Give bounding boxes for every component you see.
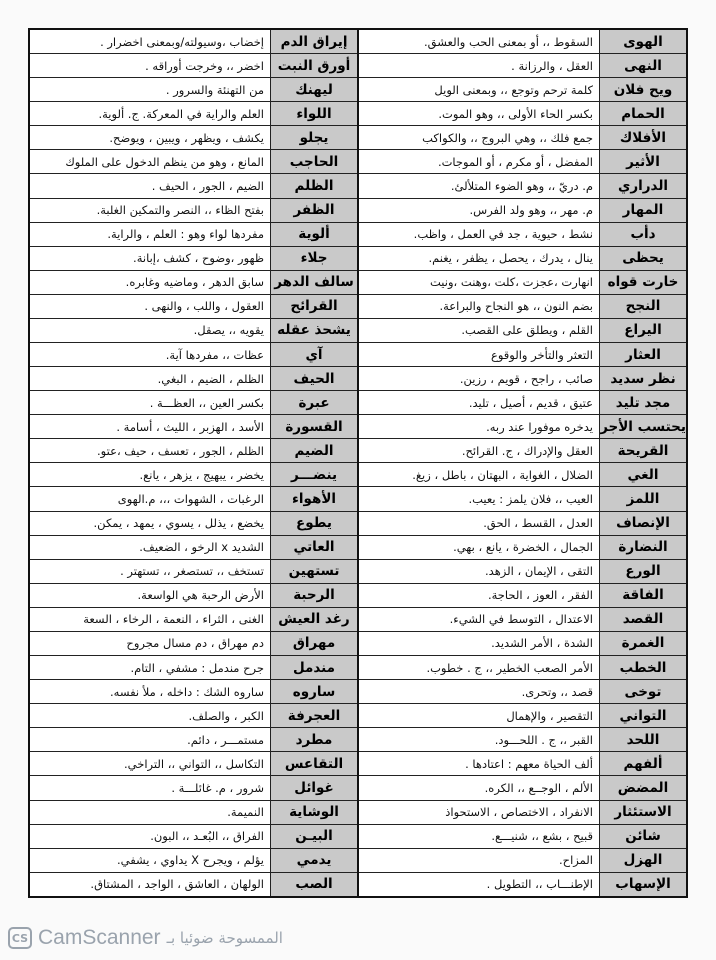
vocab-word: الأثير (599, 150, 686, 173)
vocab-word: يجلو (270, 126, 357, 149)
vocab-word: سالف الدهر (270, 271, 357, 294)
vocab-meaning: المزاح. (559, 853, 593, 868)
vocab-word: عبرة (270, 391, 357, 414)
table-row (30, 271, 357, 295)
vocab-meaning: شرور ، م. غائلـــة . (171, 780, 264, 795)
table-row (359, 849, 686, 873)
vocab-meaning: م. دريّ ،، وهو الضوء المتلألئ. (450, 179, 593, 193)
vocab-meaning: مفردها لواء وهو : العلم ، والراية. (107, 227, 264, 242)
table-row (30, 223, 357, 247)
vocab-word: القرائح (270, 295, 357, 318)
vocab-meaning: ألف الحياة معهم : اعتادها . (465, 756, 593, 771)
vocab-meaning: الكبر ، والصلف. (188, 708, 264, 723)
vocab-meaning: بكسر العين ،، العظـــة . (149, 395, 264, 410)
table-row (30, 680, 357, 704)
vocab-meaning: تستخف ،، تستصغر ،، تستهتر . (120, 564, 264, 579)
vocab-meaning: المفضل ، أو مكرم ، أو الموجات. (437, 154, 593, 169)
table-row (30, 367, 357, 391)
vocab-word: اللواء (270, 102, 357, 125)
table-row (359, 728, 686, 752)
vocab-meaning: الانفراد ، الاختصاص ، الاستحواذ (445, 805, 593, 820)
table-row (30, 776, 357, 800)
vocab-word: العثار (599, 343, 686, 366)
table-row (30, 608, 357, 632)
vocab-meaning: الشدة ، الأمر الشديد. (491, 636, 593, 651)
table-row (359, 632, 686, 656)
table-row (30, 295, 357, 319)
vocab-word: العاتي (270, 536, 357, 559)
vocab-word: ألفهم (599, 752, 686, 775)
vocab-meaning: الظلم ، الضيم ، البغي. (157, 371, 264, 386)
vocab-word: الضيم (270, 439, 357, 462)
vocab-word: يحظى (599, 247, 686, 270)
vocab-word: الخطب (599, 656, 686, 679)
vocab-meaning: من التهنئة والسرور . (165, 82, 264, 97)
vocab-meaning: يخضع ، يذلل ، يسوي ، يمهد ، يمكن. (93, 516, 264, 531)
vocab-meaning: يؤلم ، ويجرح X يداوي ، يشفي. (116, 853, 264, 868)
table-row (30, 632, 357, 656)
vocab-word: آي (270, 343, 357, 366)
vocab-word: اليراع (599, 319, 686, 342)
vocab-word: الاستئثار (599, 801, 686, 824)
table-row (359, 319, 686, 343)
table-row (359, 560, 686, 584)
vocab-word: البيـن (270, 825, 357, 848)
table-row (359, 536, 686, 560)
vocab-meaning: بفتح الظاء ،، النصر والتمكين الغلبة. (96, 203, 264, 218)
vocab-meaning: يدخره موفورا عند ربه. (486, 419, 593, 434)
vocab-meaning: الغنى ، الثراء ، النعمة ، الرخاء ، السعة (83, 612, 264, 627)
table-row (30, 512, 357, 536)
table-row (359, 415, 686, 439)
vocab-meaning: الأرض الرحبة هي الواسعة. (137, 588, 264, 603)
vocab-meaning: القبر ،، ج . اللحـــود. (494, 732, 593, 747)
table-row (30, 343, 357, 367)
vocab-word: الحمام (599, 102, 686, 125)
table-row (359, 752, 686, 776)
table-row (359, 343, 686, 367)
table-row (30, 439, 357, 463)
vocab-word: الإسهاب (599, 873, 686, 896)
vocab-meaning: اخضر ،، وخرجت أوراقه . (145, 58, 264, 73)
table-row (30, 825, 357, 849)
vocabulary-table (28, 28, 688, 898)
table-row (30, 391, 357, 415)
vocab-meaning: نشط ، حيوية ، جد في العمل ، واظب. (413, 227, 593, 242)
vocab-word: الوشاية (270, 801, 357, 824)
vocab-word: التقاعس (270, 752, 357, 775)
table-row (359, 102, 686, 126)
vocab-word: الهزل (599, 849, 686, 872)
vocab-word: الغمرة (599, 632, 686, 655)
camscanner-brand: CamScanner (38, 926, 161, 949)
vocab-meaning: دم مهراق ، دم مسال مجروح (126, 636, 264, 651)
vocab-word: مهراق (270, 632, 357, 655)
table-row (30, 102, 357, 126)
vocab-meaning: بضم النون ،، هو النجاح والبراعة. (439, 299, 593, 314)
vocab-word: اللمز (599, 487, 686, 510)
vocab-word: الظلم (270, 174, 357, 197)
vocab-meaning: الظلم ، الجور ، تعسف ، حيف ،عتو. (97, 443, 264, 458)
scanned-with-label: الممسوحة ضوئيا بـ (166, 929, 283, 947)
vocab-word: جلاء (270, 247, 357, 270)
vocab-meaning: الأسد ، الهزبر ، الليث ، أسامة . (116, 419, 264, 434)
vocab-meaning: يكشف ، ويظهر ، ويبين ، ويوضح. (109, 130, 264, 145)
vocab-meaning: العقل ، والرزانة . (511, 58, 593, 73)
right-column (359, 30, 686, 896)
table-row (30, 849, 357, 873)
vocab-meaning: التقصير ، والإهمال (506, 708, 593, 723)
vocab-word: الفاقة (599, 584, 686, 607)
vocab-word: ألوية (270, 223, 357, 246)
vocab-word: الصب (270, 873, 357, 896)
vocab-meaning: بكسر الحاء الأولى ،، وهو الموت. (438, 106, 593, 121)
vocab-word: يشحذ عقله (270, 319, 357, 342)
vocab-meaning: الرغبات ، الشهوات ،،، م.الهوى (117, 492, 264, 507)
vocab-meaning: العلم والراية في المعركة. ج. ألوية. (98, 106, 264, 121)
table-row (30, 536, 357, 560)
vocab-word: العجرفة (270, 704, 357, 727)
table-row (30, 247, 357, 271)
vocab-word: غوائل (270, 776, 357, 799)
table-row (30, 78, 357, 102)
vocab-word: المضض (599, 776, 686, 799)
vocab-meaning: التعثر والتأخر والوقوع (490, 347, 593, 362)
vocab-word: الورع (599, 560, 686, 583)
table-row (359, 174, 686, 198)
vocab-meaning: الفراق ،، البُعـد ،، البون. (150, 829, 264, 844)
table-row (30, 463, 357, 487)
table-row (359, 199, 686, 223)
table-row (359, 776, 686, 800)
table-row (359, 825, 686, 849)
vocab-word: إيراق الدم (270, 30, 357, 53)
table-row (359, 223, 686, 247)
vocab-word: القريحة (599, 439, 686, 462)
vocab-word: الأهواء (270, 487, 357, 510)
table-row (30, 174, 357, 198)
table-row (359, 680, 686, 704)
vocab-meaning: العدل ، القسط ، الحق. (483, 516, 593, 531)
vocab-word: الحاجب (270, 150, 357, 173)
vocab-meaning: ينال ، يدرك ، يحصل ، يظفر ، يغنم. (428, 251, 593, 266)
vocab-meaning: م. مهر ،، وهو ولد الفرس. (469, 203, 593, 218)
table-row (30, 584, 357, 608)
vocab-meaning: سابق الدهر ، وماضيه وغابره. (125, 275, 264, 290)
vocab-word: ساروه (270, 680, 357, 703)
vocab-word: المهار (599, 199, 686, 222)
vocab-meaning: جمع فلك ،، وهي البروج ،، والكواكب (422, 130, 593, 145)
vocab-meaning: الاعتدال ، التوسط في الشيء. (449, 612, 593, 627)
table-row (359, 801, 686, 825)
table-row (30, 560, 357, 584)
vocab-meaning: القلم ، ويطلق على القصب. (461, 323, 593, 338)
table-row (359, 54, 686, 78)
vocab-word: مطرد (270, 728, 357, 751)
vocab-meaning: يقويه ،، يصقل. (193, 323, 264, 338)
vocab-meaning: ظهور ،وضوح ، كشف ،إبانة. (133, 251, 264, 266)
vocab-meaning: الألم ، الوجــع ،، الكره. (484, 780, 593, 795)
vocab-word: يطوع (270, 512, 357, 535)
table-row (30, 487, 357, 511)
vocab-meaning: الإطنـــاب ،، التطويل . (486, 877, 593, 892)
vocab-meaning: انهارت ،عجزت ،كلت ،وهنت ،ونيت (430, 275, 593, 290)
vocab-meaning: التكاسل ،، التواني ،، التراخي. (124, 756, 264, 771)
table-row (30, 873, 357, 896)
vocab-meaning: الضيم ، الجور ، الحيف . (151, 179, 264, 193)
vocab-meaning: التقى ، الإيمان ، الزهد. (485, 564, 593, 579)
table-row (30, 728, 357, 752)
table-row (359, 295, 686, 319)
vocab-meaning: يخضر ، يبهيج ، يزهر ، يانع. (139, 467, 264, 482)
vocab-meaning: النميمة. (227, 805, 264, 820)
vocab-word: ينضـــر (270, 463, 357, 486)
table-row (30, 319, 357, 343)
vocab-word: الدراري (599, 174, 686, 197)
table-row (30, 126, 357, 150)
vocab-word: رغد العيش (270, 608, 357, 631)
vocab-meaning: الولهان ، العاشق ، الواجد ، المشتاق. (90, 877, 264, 892)
vocab-meaning: قبيح ، بشع ،، شنيـــع. (491, 829, 593, 844)
table-row (359, 656, 686, 680)
vocab-word: دأب (599, 223, 686, 246)
table-row (359, 584, 686, 608)
table-row (359, 367, 686, 391)
vocab-meaning: مستمـــر ، دائم. (187, 732, 264, 747)
vocab-meaning: كلمة ترحم وتوجع ،، وبمعنى الويل (434, 82, 593, 97)
table-row (30, 656, 357, 680)
vocab-word: الحيف (270, 367, 357, 390)
scanner-watermark (8, 922, 348, 954)
vocab-meaning: صائب ، راجح ، قويم ، رزين. (459, 371, 593, 386)
table-row (359, 391, 686, 415)
table-row (30, 199, 357, 223)
table-row (359, 439, 686, 463)
vocab-word: القصد (599, 608, 686, 631)
vocab-meaning: إخضاب ،وسيولته/وبمعنى اخضرار . (100, 34, 264, 49)
table-row (359, 463, 686, 487)
vocab-meaning: الأمر الصعب الخطير ،، ج . خطوب. (426, 660, 593, 675)
table-row (359, 704, 686, 728)
table-row (30, 415, 357, 439)
table-row (359, 150, 686, 174)
table-row (359, 247, 686, 271)
table-row (30, 752, 357, 776)
vocab-word: يحتسب الأجر (599, 415, 686, 438)
table-row (30, 801, 357, 825)
vocab-word: التواني (599, 704, 686, 727)
vocab-word: اللحد (599, 728, 686, 751)
vocab-meaning: الضلال ، الغواية ، البهتان ، باطل ، زيغ. (412, 467, 593, 482)
vocab-meaning: العقول ، واللب ، والنهى . (144, 299, 264, 314)
vocab-word: القسورة (270, 415, 357, 438)
vocab-meaning: العقل والإدراك ، ج. القرائح. (461, 443, 593, 458)
vocab-word: الرحبة (270, 584, 357, 607)
table-row (359, 608, 686, 632)
vocab-meaning: المانع ، وهو من ينظم الدخول على الملوك (65, 154, 264, 169)
table-row (30, 54, 357, 78)
table-row (359, 487, 686, 511)
table-row (30, 30, 357, 54)
vocab-meaning: جرح مندمل : مشفي ، التام. (130, 660, 264, 675)
table-row (30, 150, 357, 174)
vocab-word: مندمل (270, 656, 357, 679)
vocab-meaning: عظات ،، مفردها آية. (165, 347, 264, 362)
table-row (359, 30, 686, 54)
table-row (359, 271, 686, 295)
vocab-word: شائن (599, 825, 686, 848)
table-row (359, 512, 686, 536)
table-row (359, 873, 686, 896)
vocab-word: الغي (599, 463, 686, 486)
table-row (30, 704, 357, 728)
table-row (359, 126, 686, 150)
vocab-word: الإنصاف (599, 512, 686, 535)
vocab-meaning: ساروه الشك : داخله ، ملأ نفسه. (110, 684, 264, 699)
table-row (359, 78, 686, 102)
vocab-word: مجد تليد (599, 391, 686, 414)
vocab-meaning: الجمال ، الخضرة ، يانع ، بهي. (453, 540, 593, 555)
vocab-word: الظفر (270, 199, 357, 222)
vocab-word: يدمي (270, 849, 357, 872)
vocab-word: النهى (599, 54, 686, 77)
left-column (30, 30, 359, 896)
vocab-meaning: قصد ،، وتحرى. (521, 684, 593, 699)
vocab-word: نظر سديد (599, 367, 686, 390)
vocab-word: ليهنك (270, 78, 357, 101)
vocab-meaning: العيب ،، فلان يلمز : يعيب. (468, 492, 593, 507)
vocab-word: النجح (599, 295, 686, 318)
vocab-word: تستهين (270, 560, 357, 583)
vocab-meaning: السقوط ،، أو بمعنى الحب والعشق. (424, 34, 593, 49)
vocab-meaning: عتيق ، قديم ، أصيل ، تليد. (468, 395, 593, 410)
vocab-word: أورق النبت (270, 54, 357, 77)
vocab-word: خارت قواه (599, 271, 686, 294)
vocab-word: ويح فلان (599, 78, 686, 101)
vocab-word: النضارة (599, 536, 686, 559)
camscanner-logo-icon: CS (8, 927, 32, 949)
vocab-word: الهوى (599, 30, 686, 53)
vocab-meaning: الفقر ، العوز ، الحاجة. (487, 588, 593, 603)
vocab-meaning: الشديد x الرخو ، الضعيف. (139, 540, 264, 555)
vocab-word: الأفلاك (599, 126, 686, 149)
vocab-word: توخى (599, 680, 686, 703)
